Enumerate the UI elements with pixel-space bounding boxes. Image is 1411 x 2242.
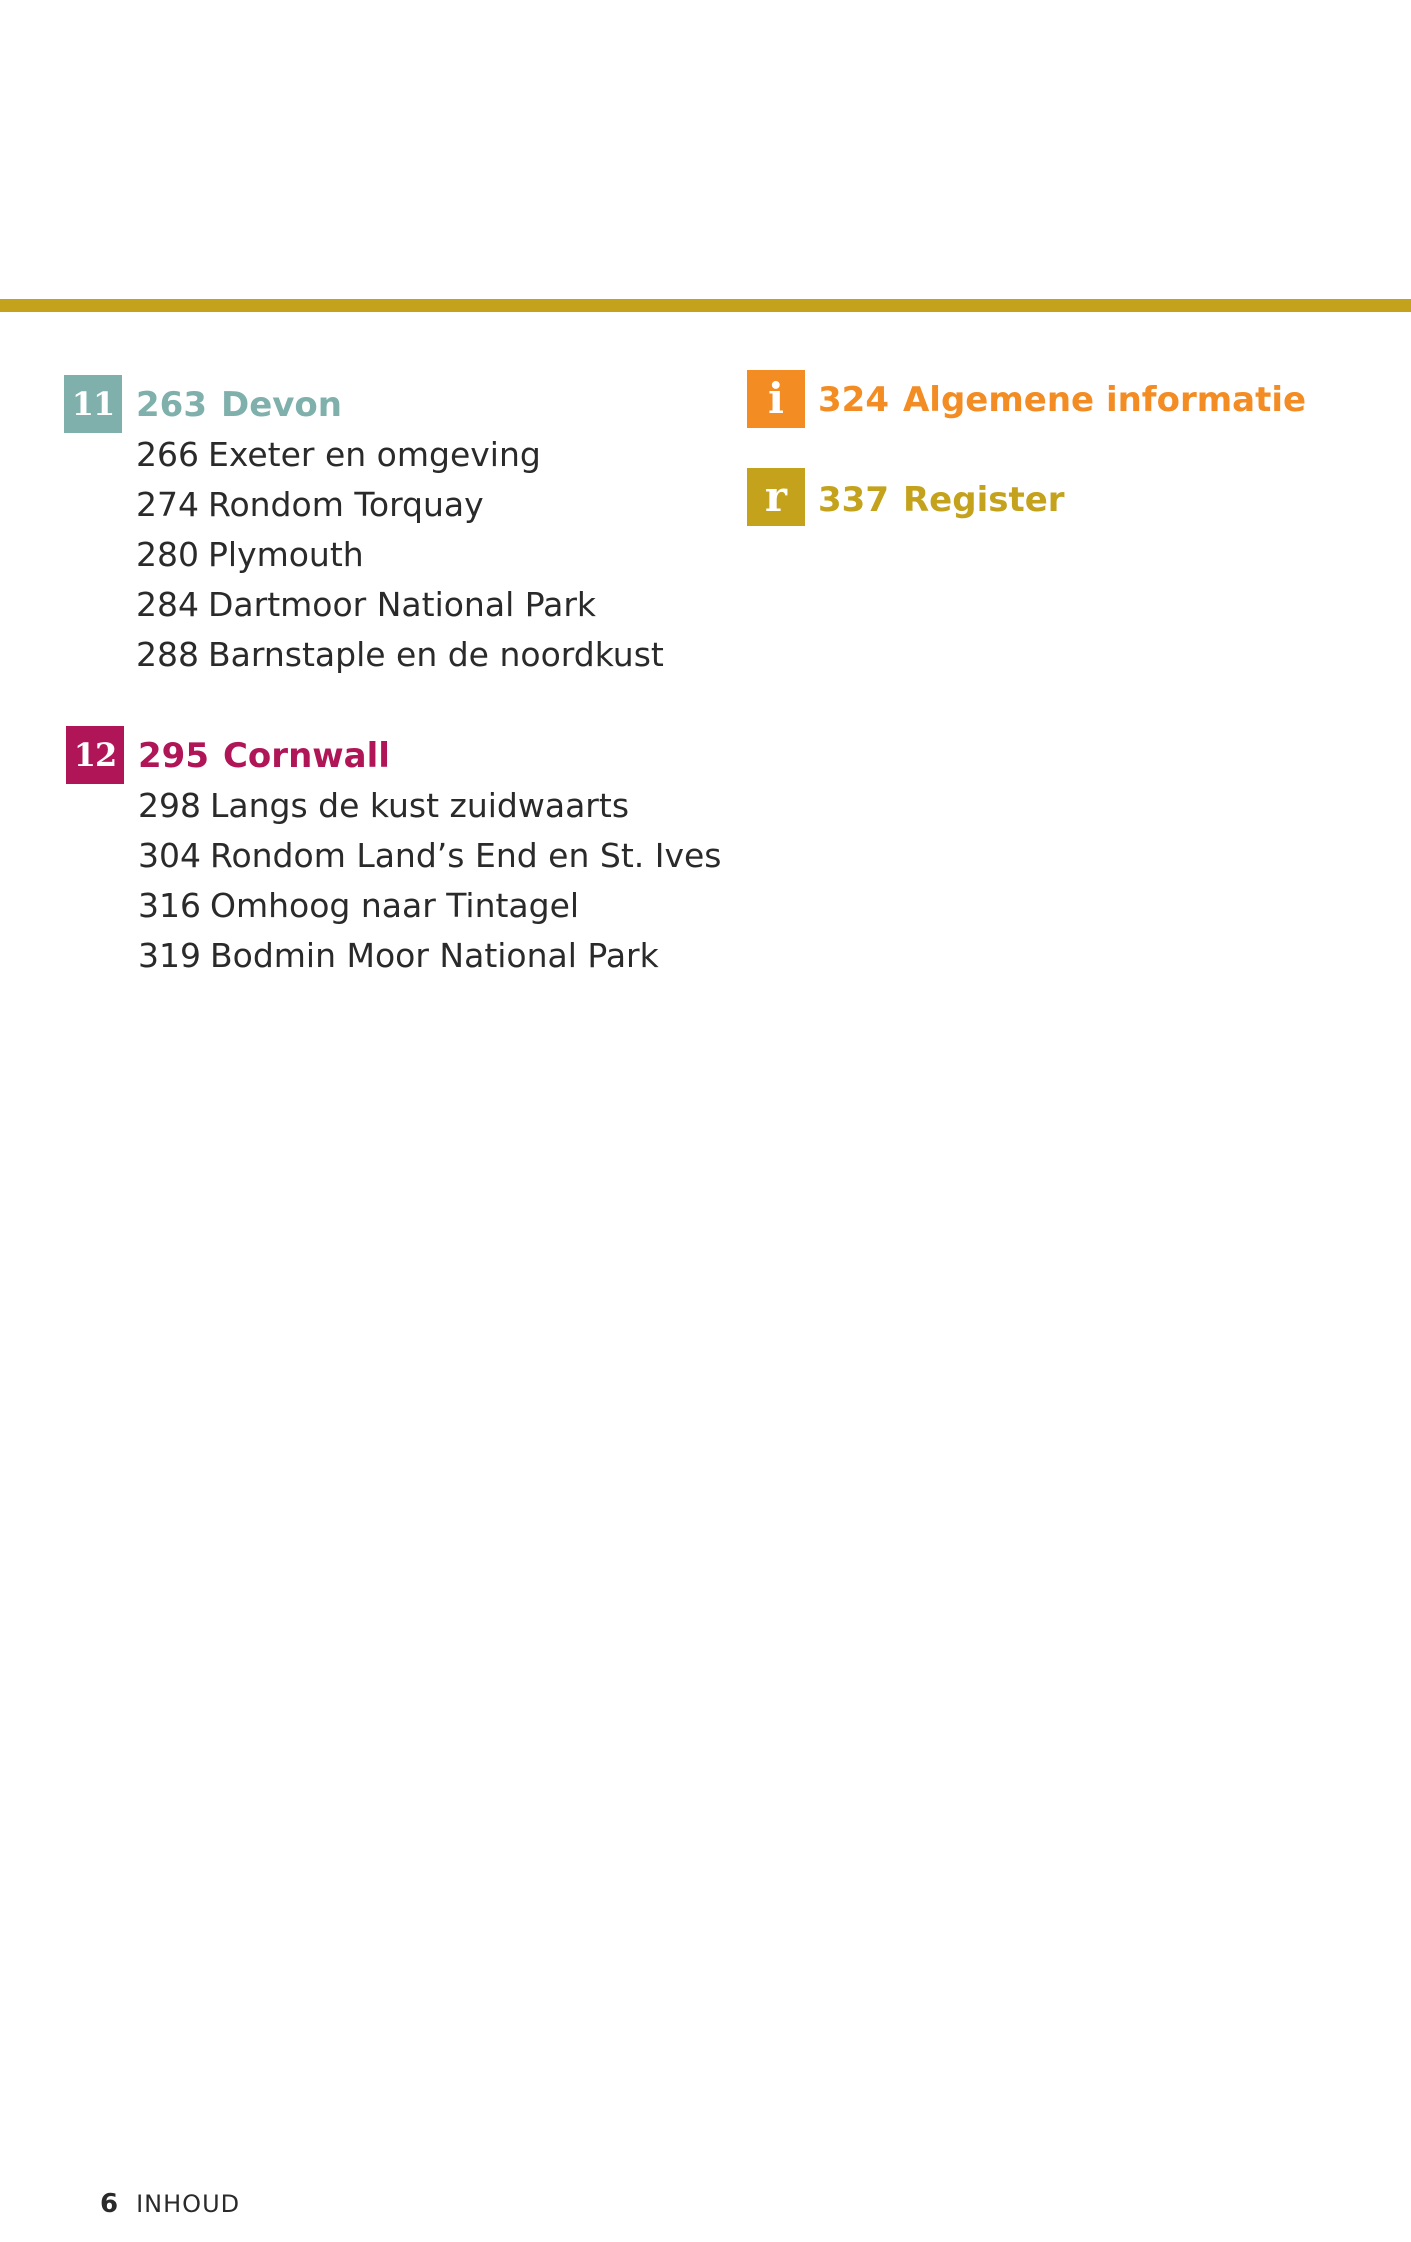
devon-subsections <box>136 430 664 680</box>
appendix-heading-register[interactable] <box>818 475 1065 525</box>
toc-title: Langs de kust zuidwaarts <box>210 786 630 825</box>
appendix-title: Algemene informatie <box>902 380 1307 420</box>
toc-page-number: 284 <box>136 585 199 624</box>
chapter-title: Devon <box>220 385 342 425</box>
footer-page-number: 6 <box>100 2189 119 2219</box>
chapter-title: Cornwall <box>222 736 390 776</box>
toc-entry[interactable] <box>136 530 664 580</box>
chapter-badge-11: 11 <box>64 375 122 433</box>
toc-page-number: 280 <box>136 535 199 574</box>
toc-entry[interactable] <box>138 881 722 931</box>
chapter-page-number: 263 <box>136 385 207 425</box>
chapter-heading-cornwall[interactable] <box>138 731 390 781</box>
toc-title: Plymouth <box>208 535 364 574</box>
info-badge: i <box>747 370 805 428</box>
toc-page-number: 274 <box>136 485 199 524</box>
toc-entry[interactable] <box>138 781 722 831</box>
toc-entry[interactable] <box>136 480 664 530</box>
toc-title: Bodmin Moor National Park <box>210 936 659 975</box>
toc-title: Omhoog naar Tintagel <box>210 886 580 925</box>
cornwall-subsections <box>138 781 722 981</box>
top-rule <box>0 299 1411 312</box>
footer-section-label: INHOUD <box>136 2190 241 2218</box>
toc-entry[interactable] <box>136 430 664 480</box>
appendix-page-number: 324 <box>818 380 889 420</box>
toc-title: Rondom Torquay <box>208 485 484 524</box>
appendix-title: Register <box>902 480 1065 520</box>
toc-page-number: 298 <box>138 786 201 825</box>
toc-page-number: 304 <box>138 836 201 875</box>
chapter-badge-12: 12 <box>66 726 124 784</box>
toc-title: Barnstaple en de noordkust <box>208 635 664 674</box>
appendix-heading-info[interactable] <box>818 375 1306 425</box>
page-footer <box>100 2186 240 2222</box>
toc-entry[interactable] <box>136 630 664 680</box>
toc-page-number: 288 <box>136 635 199 674</box>
toc-entry[interactable] <box>138 831 722 881</box>
toc-page-number: 266 <box>136 435 199 474</box>
appendix-page-number: 337 <box>818 480 889 520</box>
chapter-heading-devon[interactable] <box>136 380 342 430</box>
toc-page-number: 319 <box>138 936 201 975</box>
toc-title: Dartmoor National Park <box>208 585 597 624</box>
toc-title: Exeter en omgeving <box>208 435 541 474</box>
toc-entry[interactable] <box>138 931 722 981</box>
chapter-page-number: 295 <box>138 736 209 776</box>
register-badge: r <box>747 468 805 526</box>
toc-title: Rondom Land’s End en St. Ives <box>210 836 722 875</box>
toc-entry[interactable] <box>136 580 664 630</box>
toc-page-number: 316 <box>138 886 201 925</box>
